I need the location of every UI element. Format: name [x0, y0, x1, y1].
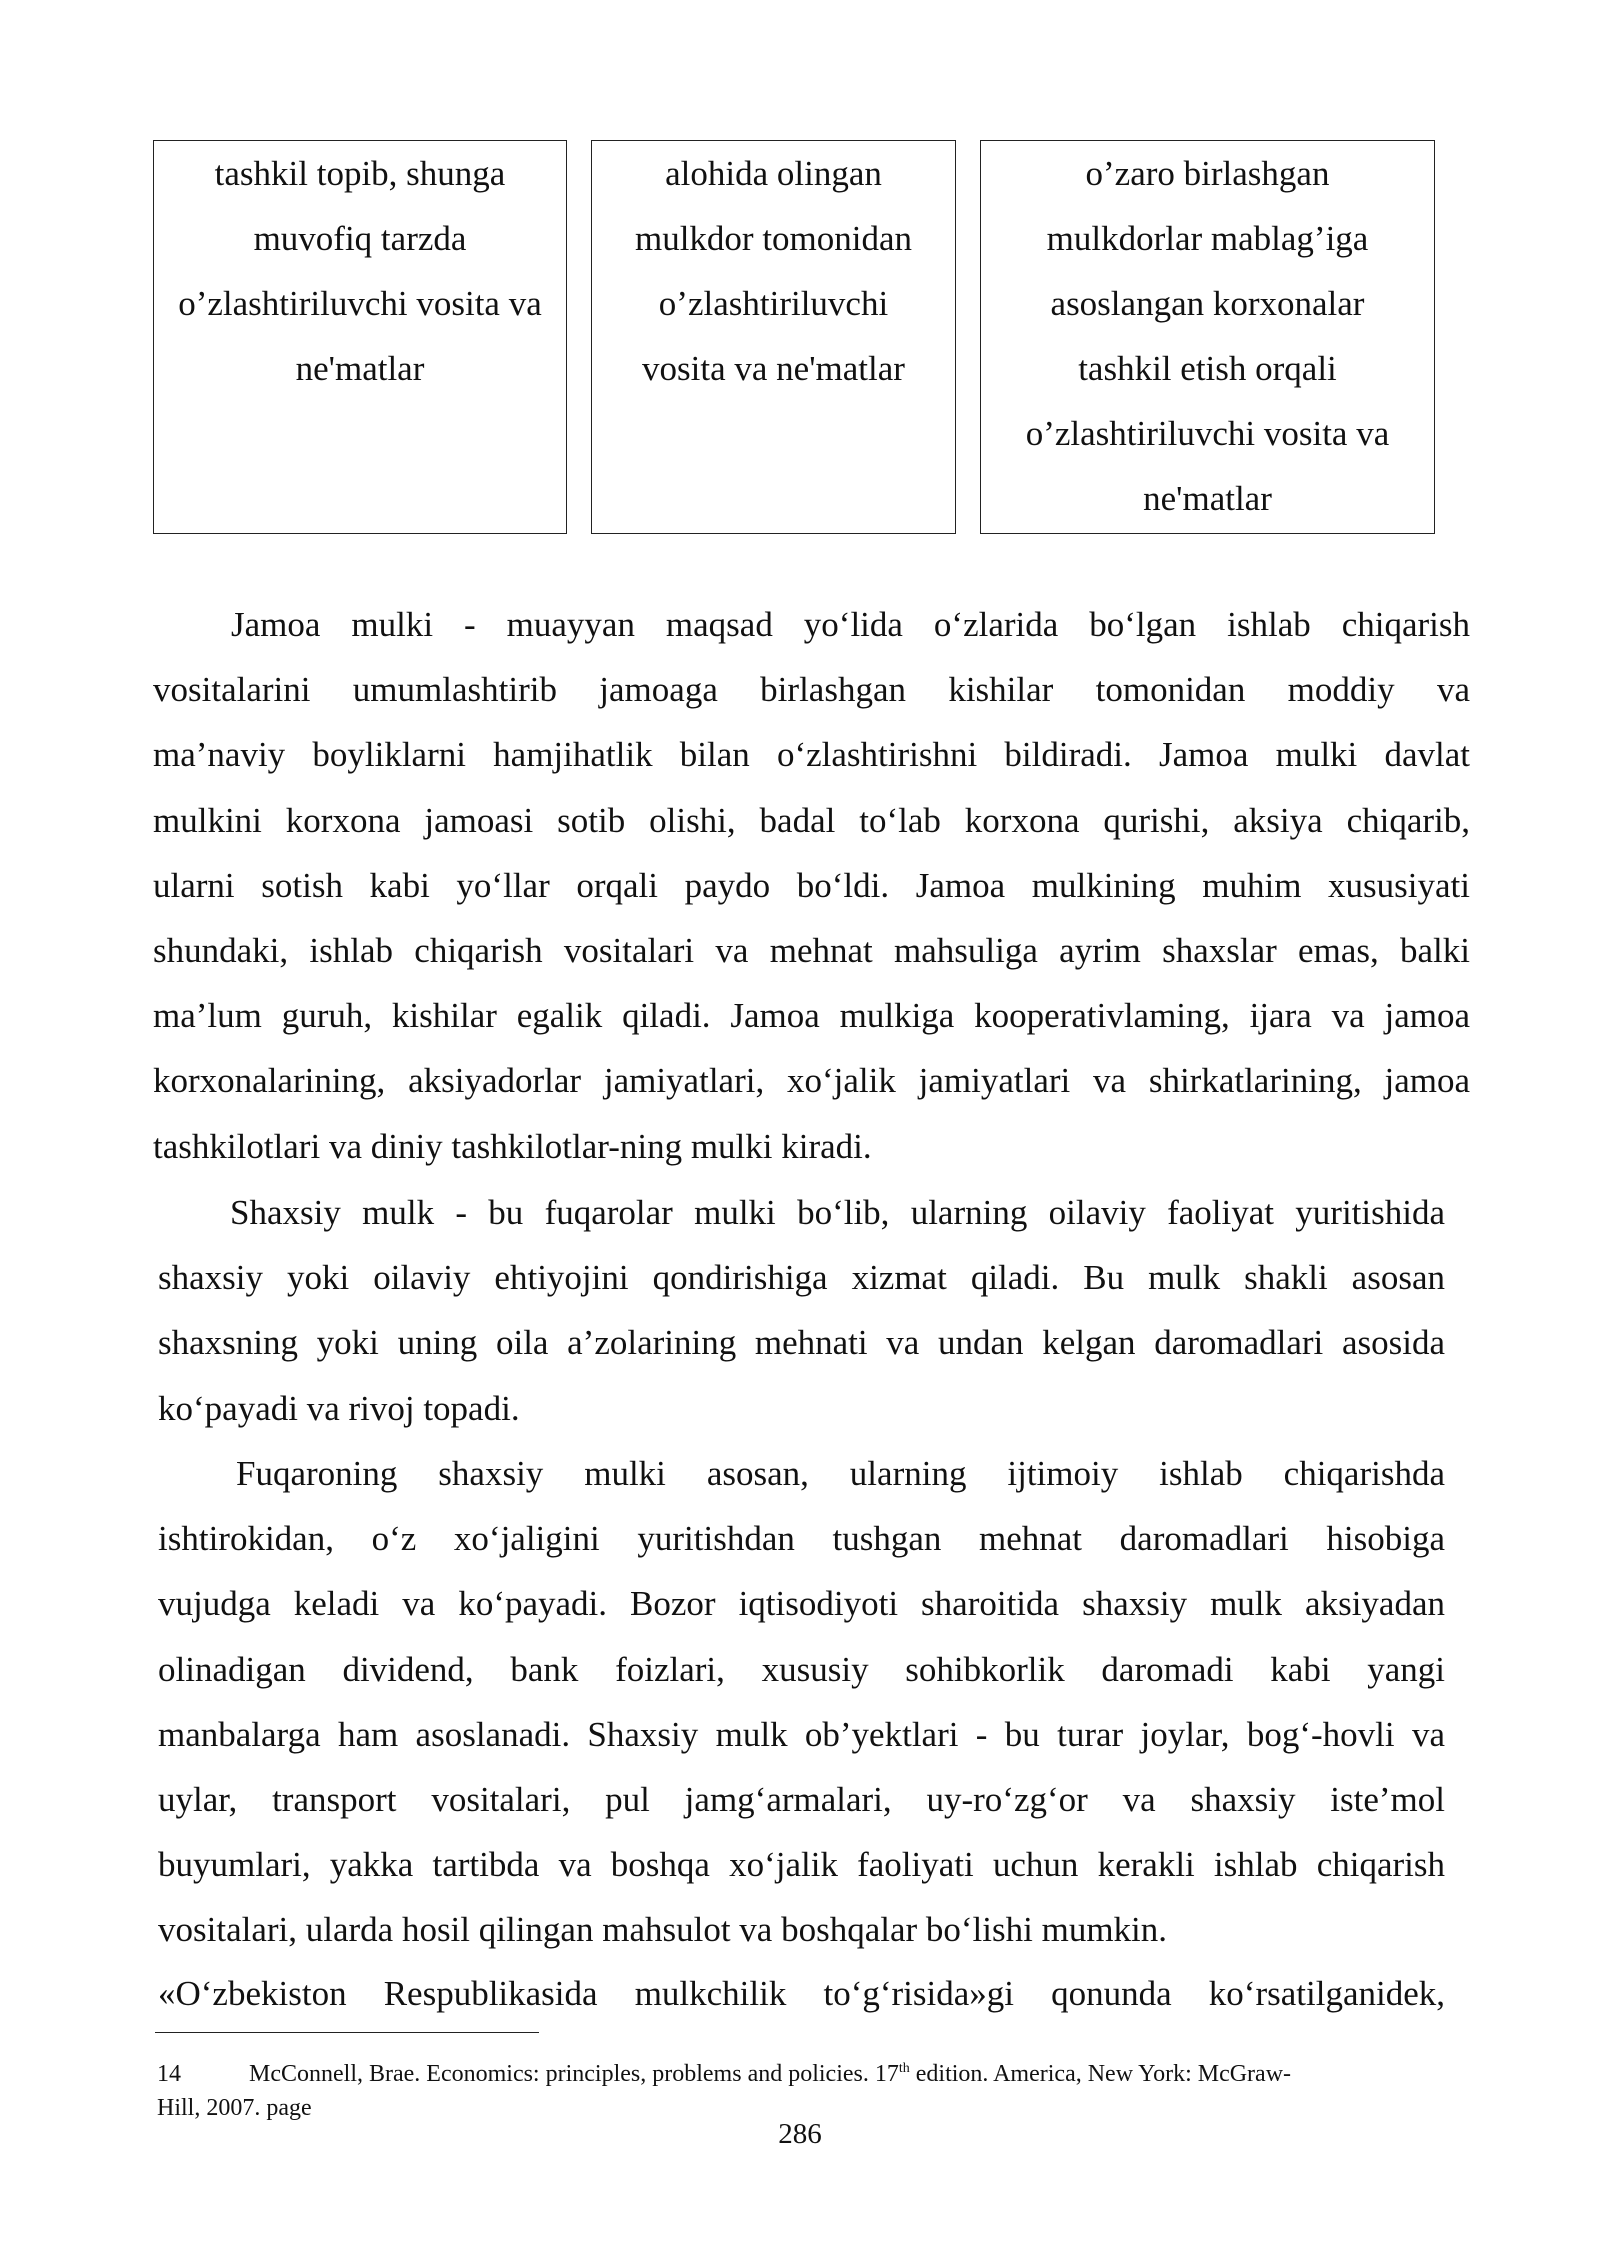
text-line: «O‘zbekiston Respublikasida mulkchilik to‘g‘risida»gi qonunda ko‘rsatilganidek,	[158, 1974, 1445, 2013]
text-line: vujudga keladi va ko‘payadi. Bozor iqtisodiyoti sharoitida shaxsiy mulk aksiyadan	[158, 1584, 1445, 1624]
footnote	[157, 2052, 1447, 2125]
paragraph-collective-property	[153, 592, 1470, 1179]
text-line: ishtirokidan, o‘z xo‘jaligini yuritishdan tushgan mehnat daromadlari hisobiga	[158, 1519, 1445, 1559]
footnote-text: McConnell, Brae. Economics: principles, problems and policies. 17	[249, 2061, 899, 2087]
text-line: ma’lum guruh, kishilar egalik qiladi. Jamoa mulkiga kooperativlaming, ijara va jamoa	[153, 996, 1470, 1036]
text-line: shaxsiy yoki oilaviy ehtiyojini qondirishiga xizmat qiladi. Bu mulk shakli asosan	[158, 1258, 1445, 1298]
box-line: muvofiq tarzda	[253, 219, 467, 258]
box-line: o’zlashtiriluvchi vosita va	[1025, 414, 1390, 453]
box-line: mulkdorlar mablag’iga	[1046, 219, 1369, 258]
box-line: o’zlashtiriluvchi vosita va	[178, 284, 542, 323]
text-line: mulkini korxona jamoasi sotib olishi, badal to‘lab korxona qurishi, aksiya chiqarib,	[153, 800, 1470, 840]
text-line: korxonalarining, aksiyadorlar jamiyatlari, xo‘jalik jamiyatlari va shirkatlarining, jamoa	[153, 1061, 1470, 1101]
text-line: shundaki, ishlab chiqarish vositalari va mehnat mahsuliga ayrim shaxslar emas, balki	[153, 931, 1470, 971]
box-line: tashkil topib, shunga	[214, 154, 506, 193]
box-line: ne'matlar	[1143, 479, 1272, 518]
box-line: ne'matlar	[295, 349, 425, 388]
text-line: buyumlari, yakka tartibda va boshqa xo‘jalik faoliyati uchun kerakli ishlab chiqarish	[158, 1845, 1445, 1885]
footnote-number: 14	[157, 2061, 181, 2087]
footnote-line-1	[157, 2052, 1447, 2091]
box-joint-owners	[980, 140, 1435, 534]
text-line: olinadigan dividend, bank foizlari, xususiy sohibkorlik daromadi kabi yangi	[158, 1649, 1445, 1689]
text-line: uylar, transport vositalari, pul jamg‘armalari, uy-ro‘zg‘or va shaxsiy iste’mol	[158, 1780, 1445, 1820]
text-line: ularni sotish kabi yo‘llar orqali paydo bo‘ldi. Jamoa mulkining muhim xususiyati	[153, 865, 1470, 905]
box-line: tashkil etish orqali	[1078, 349, 1337, 388]
box-line: vosita va ne'matlar	[642, 349, 905, 388]
box-line: o’zaro birlashgan	[1085, 154, 1330, 193]
box-line: asoslangan korxonalar	[1050, 284, 1365, 323]
paragraph-personal-property	[158, 1180, 1445, 1441]
footnote-superscript: th	[898, 2061, 910, 2076]
text-line: vositalari, ularda hosil qilingan mahsulot va boshqalar bo‘lishi mumkin.	[158, 1910, 1168, 1950]
text-line: Jamoa mulki - muayyan maqsad yo‘lida o‘zlarida bo‘lgan ishlab chiqarish	[231, 605, 1470, 644]
paragraph-law-reference	[158, 1961, 1445, 2026]
box-line: mulkdor tomonidan	[634, 219, 913, 258]
text-line: ma’naviy boyliklarni hamjihatlik bilan o‘zlashtirishni bildiradi. Jamoa mulki davlat	[153, 735, 1470, 775]
footnote-line-2: Hill, 2007. page	[157, 2095, 312, 2121]
paragraph-citizen-property	[158, 1441, 1445, 1963]
page-number: 286	[778, 2118, 822, 2150]
text-line: manbalarga ham asoslanadi. Shaxsiy mulk ob’yektlari - bu turar joylar, bog‘-hovli va	[158, 1714, 1445, 1754]
box-line: alohida olingan	[665, 154, 882, 193]
box-individual-ownership	[153, 140, 567, 534]
text-line: shaxsning yoki uning oila a’zolarining mehnati va undan kelgan daromadlari asosida	[158, 1323, 1445, 1363]
text-line: ko‘payadi va rivoj topadi.	[158, 1388, 520, 1428]
text-line: vositalarini umumlashtirib jamoaga birlashgan kishilar tomonidan moddiy va	[153, 670, 1470, 710]
footnote-text: edition. America, New York: McGraw-	[909, 2061, 1292, 2087]
text-line: Shaxsiy mulk - bu fuqarolar mulki bo‘lib, ularning oilaviy faoliyat yuritishida	[230, 1193, 1445, 1232]
footnote-separator	[155, 2032, 539, 2033]
text-line: Fuqaroning shaxsiy mulki asosan, ularning ijtimoiy ishlab chiqarishda	[236, 1454, 1445, 1493]
box-line: o’zlashtiriluvchi	[658, 284, 889, 323]
text-line: tashkilotlari va diniy tashkilotlar-ning mulki kiradi.	[153, 1126, 872, 1166]
box-single-owner	[591, 140, 956, 534]
